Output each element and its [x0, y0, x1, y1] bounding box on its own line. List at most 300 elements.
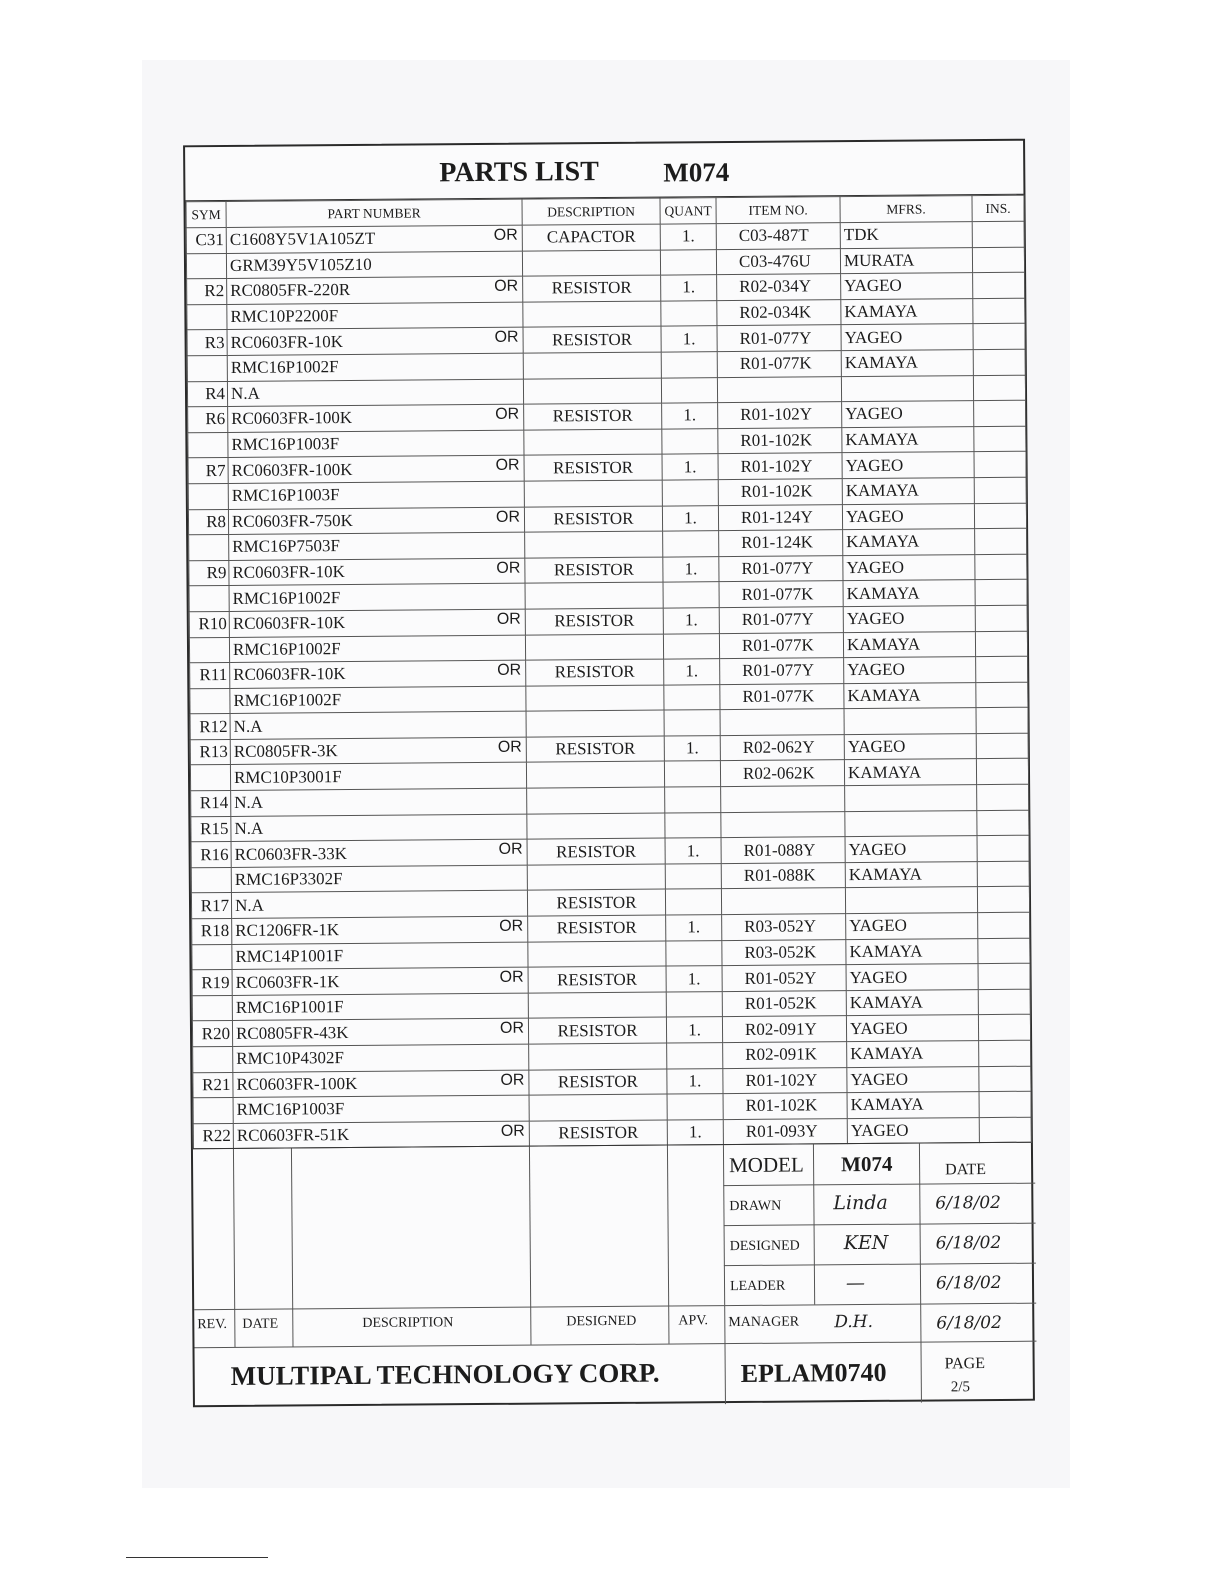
- row-sym: R16: [191, 842, 231, 868]
- row-quantity: 1.: [666, 966, 722, 992]
- row-item-no: R01-093Y: [723, 1118, 847, 1145]
- drawn-signature: Linda: [833, 1191, 888, 1215]
- row-manufacturer: KAMAYA: [841, 298, 973, 325]
- row-ins: [977, 784, 1029, 810]
- alternate-or-mark: OR: [500, 1071, 525, 1089]
- alternate-or-mark: OR: [493, 226, 518, 244]
- row-quantity: 1.: [667, 1068, 723, 1094]
- row-ins: [979, 1091, 1031, 1117]
- part-number-text: RMC10P4302F: [236, 1048, 345, 1069]
- part-number-text: RC0603FR-10K: [232, 562, 345, 582]
- row-sym: [188, 432, 228, 458]
- row-part-number: [232, 916, 528, 944]
- row-sym: [192, 995, 232, 1021]
- row-ins: [976, 682, 1028, 708]
- row-description: RESISTOR: [525, 557, 663, 584]
- row-sym: R11: [190, 663, 230, 689]
- row-quantity: 1.: [666, 915, 722, 941]
- sheet-header: [185, 151, 1023, 202]
- row-item-no: [717, 376, 841, 403]
- alternate-or-mark: OR: [495, 457, 520, 475]
- row-sym: R10: [189, 611, 229, 637]
- row-ins: [974, 452, 1026, 478]
- row-description: [523, 301, 661, 328]
- row-manufacturer: YAGEO: [844, 657, 976, 684]
- row-sym: R4: [187, 381, 227, 407]
- row-ins: [977, 861, 1029, 887]
- footer-block: [193, 1142, 1033, 1408]
- row-part-number: [228, 430, 524, 458]
- row-ins: [974, 426, 1026, 452]
- row-sym: [193, 1098, 233, 1124]
- row-part-number: [230, 686, 526, 714]
- row-item-no: R01-088K: [721, 862, 845, 889]
- row-quantity: 1.: [660, 224, 716, 250]
- part-number-text: RC0603FR-51K: [236, 1125, 350, 1146]
- row-quantity: [661, 352, 717, 378]
- row-item-no: R02-034Y: [717, 274, 841, 301]
- model-label: MODEL: [728, 1152, 804, 1178]
- row-manufacturer: YAGEO: [845, 836, 977, 863]
- row-quantity: 1.: [664, 736, 720, 762]
- row-ins: [974, 400, 1026, 426]
- row-description: [524, 429, 662, 456]
- row-description: RESISTOR: [527, 838, 665, 865]
- row-part-number: [227, 379, 523, 407]
- row-quantity: 1.: [667, 1119, 723, 1145]
- row-item-no: R01-102K: [723, 1093, 847, 1120]
- leader-label: LEADER: [729, 1278, 786, 1295]
- row-manufacturer: KAMAYA: [842, 478, 974, 505]
- row-item-no: R02-062K: [720, 760, 844, 787]
- alternate-or-mark: OR: [497, 738, 522, 756]
- row-description: RESISTOR: [528, 1017, 666, 1044]
- row-part-number: [228, 507, 524, 535]
- rev-designed-label: DESIGNED: [566, 1313, 637, 1330]
- alternate-or-mark: OR: [495, 405, 520, 424]
- alternate-or-mark: OR: [494, 329, 519, 347]
- drawn-date: 6/18/02: [935, 1192, 1002, 1214]
- row-item-no: [721, 888, 845, 915]
- alternate-or-mark: OR: [495, 508, 521, 526]
- row-item-no: R01-124Y: [718, 504, 842, 531]
- row-ins: [977, 887, 1029, 913]
- row-sym: [189, 535, 229, 561]
- row-ins: [978, 963, 1030, 989]
- row-sym: R12: [190, 714, 230, 740]
- part-number-text: RMC14P1001F: [235, 946, 344, 966]
- row-quantity: 1.: [666, 1017, 722, 1043]
- row-item-no: R01-102Y: [723, 1067, 847, 1094]
- part-number-text: N.A: [234, 895, 264, 915]
- row-ins: [975, 528, 1027, 554]
- row-manufacturer: YAGEO: [847, 1117, 979, 1144]
- row-manufacturer: KAMAYA: [843, 631, 975, 658]
- row-sym: R9: [189, 560, 229, 586]
- row-part-number: [227, 328, 523, 356]
- row-sym: [187, 304, 227, 330]
- row-description: RESISTOR: [523, 275, 661, 302]
- row-sym: [189, 637, 229, 663]
- row-sym: R18: [192, 918, 232, 944]
- row-item-no: R01-077Y: [719, 607, 843, 634]
- row-part-number: [226, 225, 522, 253]
- row-manufacturer: YAGEO: [842, 401, 974, 428]
- row-part-number: [233, 1044, 529, 1072]
- row-sym: R13: [190, 739, 230, 765]
- designed-date: 6/18/02: [935, 1232, 1002, 1254]
- row-description: [523, 378, 661, 405]
- row-item-no: R01-077K: [717, 351, 841, 378]
- row-part-number: [232, 993, 528, 1021]
- row-manufacturer: [841, 375, 973, 402]
- row-sym: R8: [188, 509, 228, 535]
- row-item-no: R01-102K: [718, 479, 842, 506]
- row-ins: [977, 810, 1029, 836]
- designed-label: DESIGNED: [729, 1238, 800, 1255]
- row-item-no: R01-052K: [722, 990, 846, 1017]
- footnote-rule: [126, 1557, 268, 1558]
- row-quantity: [664, 710, 720, 736]
- parts-table: [185, 195, 1031, 1150]
- row-quantity: [665, 889, 721, 915]
- row-description: [528, 992, 666, 1019]
- row-quantity: [666, 991, 722, 1017]
- part-number-text: RC0603FR-100K: [231, 459, 353, 480]
- row-item-no: R01-077K: [719, 632, 843, 659]
- row-item-no: R01-077Y: [719, 555, 843, 582]
- row-manufacturer: KAMAYA: [841, 350, 973, 377]
- date-label: DATE: [945, 1161, 987, 1179]
- row-part-number: [230, 711, 526, 739]
- row-ins: [975, 580, 1027, 606]
- row-ins: [973, 298, 1025, 324]
- part-number-text: RMC10P2200F: [230, 306, 339, 327]
- row-sym: R15: [191, 816, 231, 842]
- row-ins: [977, 835, 1029, 861]
- row-manufacturer: YAGEO: [843, 606, 975, 633]
- alternate-or-mark: OR: [497, 661, 522, 679]
- part-number-text: RC0603FR-100K: [231, 408, 353, 429]
- row-part-number: [231, 865, 527, 893]
- row-quantity: 1.: [662, 505, 718, 531]
- part-number-text: N.A: [234, 818, 264, 838]
- row-sym: R21: [193, 1072, 233, 1098]
- row-item-no: R01-077Y: [720, 658, 844, 685]
- row-sym: R20: [192, 1021, 232, 1047]
- row-quantity: 1.: [661, 275, 717, 301]
- part-number-text: RC1206FR-1K: [235, 920, 340, 941]
- row-part-number: [233, 1070, 529, 1098]
- part-number-text: RC0805FR-3K: [233, 741, 338, 762]
- row-ins: [979, 1117, 1031, 1143]
- row-manufacturer: TDK: [840, 222, 972, 249]
- row-ins: [978, 1015, 1030, 1041]
- row-sym: [190, 765, 230, 791]
- row-manufacturer: [845, 887, 977, 914]
- row-quantity: 1.: [662, 403, 718, 429]
- row-ins: [975, 605, 1027, 631]
- row-manufacturer: YAGEO: [843, 554, 975, 581]
- col-part-number: PART NUMBER: [226, 199, 522, 227]
- row-item-no: R01-077K: [720, 683, 844, 710]
- part-number-text: RC0603FR-10K: [233, 664, 346, 685]
- row-manufacturer: YAGEO: [841, 324, 973, 351]
- row-ins: [972, 247, 1024, 273]
- row-sym: [187, 355, 227, 381]
- row-manufacturer: YAGEO: [842, 452, 974, 479]
- alternate-or-mark: OR: [499, 1020, 525, 1038]
- row-manufacturer: KAMAYA: [843, 580, 975, 607]
- part-number-text: RC0603FR-10K: [232, 613, 346, 634]
- row-manufacturer: KAMAYA: [846, 989, 978, 1016]
- row-item-no: R01-088Y: [721, 837, 845, 864]
- row-item-no: R02-034K: [717, 299, 841, 326]
- rev-label: REV.: [197, 1317, 228, 1333]
- row-description: [527, 813, 665, 840]
- row-item-no: R01-052Y: [722, 965, 846, 992]
- row-ins: [974, 503, 1026, 529]
- row-quantity: [666, 940, 722, 966]
- row-description: RESISTOR: [529, 1120, 667, 1147]
- col-sym: SYM: [186, 201, 226, 227]
- row-quantity: 1.: [663, 608, 719, 634]
- row-description: RESISTOR: [524, 454, 662, 481]
- part-number-text: RC0603FR-750K: [231, 510, 354, 531]
- part-number-text: RC0603FR-33K: [234, 843, 348, 864]
- row-quantity: 1.: [665, 838, 721, 864]
- sheet-title: PARTS LIST: [439, 156, 599, 189]
- row-part-number: [232, 1019, 528, 1047]
- row-description: [526, 710, 664, 737]
- col-mfrs: MFRS.: [840, 196, 972, 223]
- part-number-text: RMC16P1001F: [235, 997, 344, 1018]
- designed-signature: KEN: [843, 1231, 889, 1255]
- row-description: RESISTOR: [523, 326, 661, 353]
- row-description: RESISTOR: [524, 506, 662, 533]
- row-quantity: 1.: [664, 659, 720, 685]
- col-ins: INS.: [972, 195, 1024, 221]
- doc-number: EPLAM0740: [740, 1357, 887, 1388]
- row-sym: [186, 253, 226, 279]
- row-ins: [975, 631, 1027, 657]
- manager-label: MANAGER: [728, 1314, 800, 1331]
- row-part-number: [230, 737, 526, 765]
- row-item-no: R01-124K: [719, 530, 843, 557]
- model-value: M074: [840, 1151, 893, 1177]
- row-quantity: [663, 582, 719, 608]
- row-item-no: R01-102Y: [718, 402, 842, 429]
- row-part-number: [232, 942, 528, 970]
- alternate-or-mark: OR: [500, 1122, 525, 1140]
- row-description: [527, 787, 665, 814]
- part-number-text: GRM39Y5V105Z10: [229, 254, 372, 275]
- part-number-text: RC0603FR-10K: [230, 331, 344, 352]
- row-ins: [979, 1066, 1031, 1092]
- row-sym: R2: [187, 279, 227, 305]
- row-sym: [188, 483, 228, 509]
- row-description: [525, 634, 663, 661]
- col-quant: QUANT: [660, 198, 716, 224]
- row-item-no: R02-091Y: [722, 1016, 846, 1043]
- row-quantity: [662, 428, 718, 454]
- row-part-number: [231, 788, 527, 816]
- row-sym: R14: [191, 791, 231, 817]
- alternate-or-mark: OR: [498, 840, 523, 859]
- row-manufacturer: KAMAYA: [845, 861, 977, 888]
- row-sym: [192, 944, 232, 970]
- row-description: [526, 685, 664, 712]
- row-quantity: [663, 633, 719, 659]
- alternate-or-mark: OR: [499, 968, 524, 987]
- row-ins: [975, 554, 1027, 580]
- row-part-number: [231, 891, 527, 919]
- row-ins: [974, 477, 1026, 503]
- row-description: RESISTOR: [528, 966, 666, 993]
- row-quantity: [661, 300, 717, 326]
- row-sym: [191, 867, 231, 893]
- row-part-number: [227, 276, 523, 304]
- row-part-number: [228, 404, 524, 432]
- row-part-number: [228, 456, 524, 484]
- alternate-or-mark: OR: [496, 610, 521, 628]
- row-quantity: [664, 761, 720, 787]
- part-number-text: N.A: [230, 383, 260, 403]
- row-item-no: R03-052K: [722, 939, 846, 966]
- rev-description-label: DESCRIPTION: [362, 1315, 454, 1331]
- row-part-number: [230, 763, 526, 791]
- manager-signature: D.H.: [834, 1311, 874, 1333]
- row-manufacturer: YAGEO: [847, 1066, 979, 1093]
- row-part-number: [232, 967, 528, 995]
- part-number-text: RMC16P3302F: [234, 869, 343, 890]
- row-part-number: [227, 353, 523, 381]
- row-description: [525, 531, 663, 558]
- row-part-number: [228, 481, 524, 509]
- parts-list-sheet: [183, 139, 1035, 1408]
- row-item-no: [721, 811, 845, 838]
- row-part-number: [233, 1095, 529, 1123]
- row-description: RESISTOR: [526, 659, 664, 686]
- row-quantity: [667, 1094, 723, 1120]
- row-manufacturer: KAMAYA: [847, 1092, 979, 1119]
- row-quantity: [662, 480, 718, 506]
- row-part-number: [231, 839, 527, 867]
- row-sym: R22: [193, 1123, 233, 1149]
- row-quantity: [664, 684, 720, 710]
- row-manufacturer: KAMAYA: [843, 529, 975, 556]
- row-quantity: 1.: [661, 326, 717, 352]
- part-number-text: RMC16P1002F: [230, 357, 339, 378]
- page-label: PAGE: [944, 1355, 986, 1373]
- row-item-no: C03-487T: [716, 223, 840, 250]
- row-manufacturer: MURATA: [840, 247, 972, 274]
- row-item-no: [721, 786, 845, 813]
- row-manufacturer: [845, 785, 977, 812]
- row-ins: [973, 349, 1025, 375]
- row-quantity: [663, 531, 719, 557]
- row-part-number: [229, 558, 525, 586]
- row-description: RESISTOR: [524, 403, 662, 430]
- row-ins: [978, 912, 1030, 938]
- part-number-text: N.A: [234, 793, 264, 813]
- sheet-model-code: M074: [663, 157, 730, 188]
- row-manufacturer: KAMAYA: [846, 938, 978, 965]
- row-item-no: R02-062Y: [720, 735, 844, 762]
- row-ins: [976, 733, 1028, 759]
- row-description: [528, 941, 666, 968]
- row-sym: C31: [186, 227, 226, 253]
- row-part-number: [230, 660, 526, 688]
- leader-signature: —: [845, 1272, 866, 1295]
- row-description: RESISTOR: [525, 608, 663, 635]
- part-number-text: C1608Y5V1A105ZT: [229, 229, 376, 250]
- row-item-no: [720, 709, 844, 736]
- part-number-text: RC0805FR-220R: [230, 280, 351, 301]
- row-ins: [976, 656, 1028, 682]
- part-number-text: RMC10P3001F: [233, 766, 342, 787]
- row-item-no: R03-052Y: [722, 914, 846, 941]
- row-manufacturer: KAMAYA: [847, 1041, 979, 1068]
- row-sym: R19: [192, 970, 232, 996]
- row-quantity: [665, 787, 721, 813]
- row-description: RESISTOR: [527, 889, 665, 916]
- part-number-text: RMC16P1003F: [231, 485, 340, 506]
- row-quantity: [667, 1043, 723, 1069]
- rev-date-label: DATE: [242, 1316, 279, 1332]
- leader-date: 6/18/02: [935, 1272, 1002, 1294]
- row-part-number: [229, 609, 525, 637]
- row-manufacturer: KAMAYA: [844, 759, 976, 786]
- row-description: [526, 762, 664, 789]
- row-part-number: [229, 635, 525, 663]
- row-manufacturer: [844, 708, 976, 735]
- row-sym: R3: [187, 330, 227, 356]
- row-description: [529, 1043, 667, 1070]
- part-number-text: RMC16P1003F: [231, 434, 340, 455]
- row-part-number: [226, 251, 522, 279]
- row-sym: [193, 1046, 233, 1072]
- row-description: [524, 480, 662, 507]
- row-description: [529, 1094, 667, 1121]
- row-manufacturer: YAGEO: [842, 503, 974, 530]
- row-description: RESISTOR: [528, 915, 666, 942]
- row-quantity: [665, 812, 721, 838]
- row-sym: R7: [188, 458, 228, 484]
- row-sym: R6: [188, 407, 228, 433]
- alternate-or-mark: OR: [494, 277, 519, 296]
- row-part-number: [227, 302, 523, 330]
- rev-apv-label: APV.: [678, 1313, 709, 1329]
- alternate-or-mark: OR: [499, 917, 524, 935]
- row-manufacturer: YAGEO: [846, 913, 978, 940]
- manager-date: 6/18/02: [936, 1312, 1002, 1334]
- row-ins: [978, 938, 1030, 964]
- row-quantity: 1.: [663, 556, 719, 582]
- row-part-number: [233, 1121, 529, 1149]
- row-part-number: [229, 532, 525, 560]
- row-manufacturer: YAGEO: [841, 273, 973, 300]
- row-item-no: R01-102Y: [718, 453, 842, 480]
- row-quantity: [665, 863, 721, 889]
- row-ins: [973, 375, 1025, 401]
- row-description: [525, 582, 663, 609]
- part-number-text: RC0805FR-43K: [235, 1022, 349, 1043]
- row-quantity: 1.: [662, 454, 718, 480]
- row-description: [522, 250, 660, 277]
- row-quantity: [660, 249, 716, 275]
- part-number-text: RMC16P1002F: [232, 638, 341, 659]
